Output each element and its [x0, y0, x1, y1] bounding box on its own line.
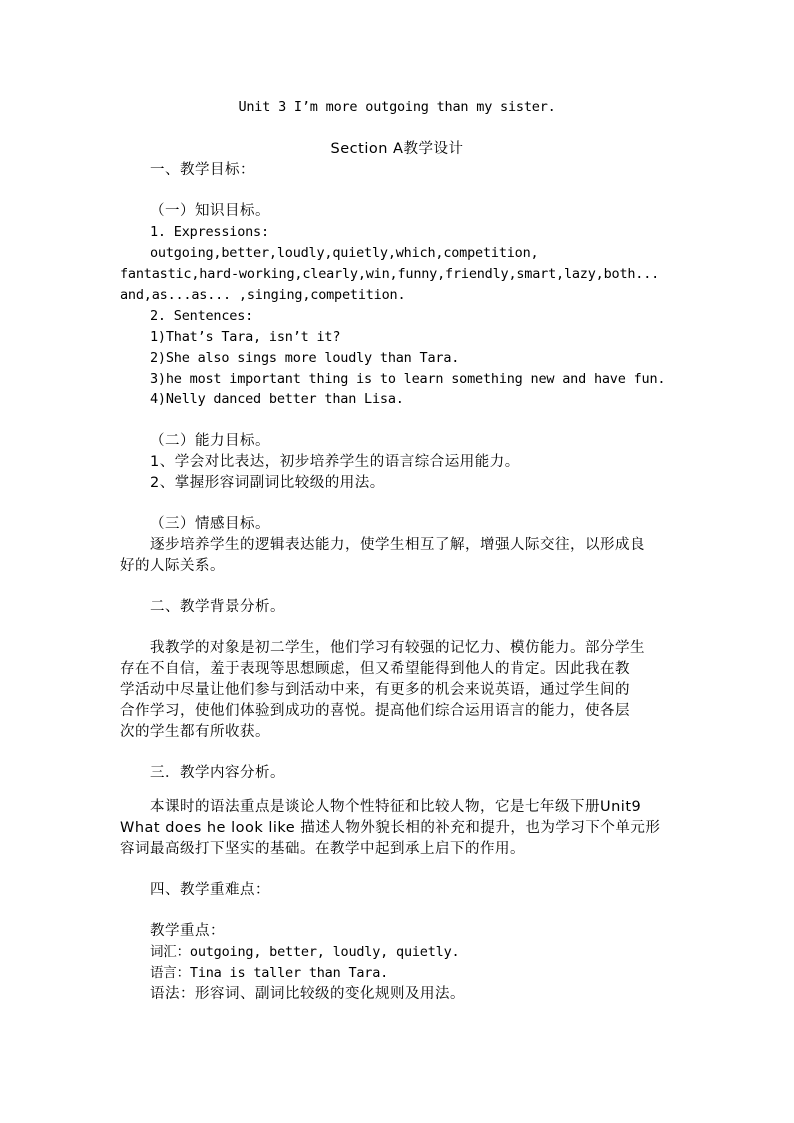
expressions-label: 1. Expressions: — [150, 224, 269, 240]
sentence-item: 1)That’s Tara, isn’t it? — [150, 329, 341, 345]
background-text: 存在不自信，羞于表现等思想顾虑，但又希望能得到他人的肯定。因此我在教 — [120, 661, 630, 677]
emotion-goals-text: 逐步培养学生的逻辑表达能力，使学生相互了解，增强人际交往，以形成良 — [150, 537, 645, 553]
key-point-language: 语言：Tina is taller than Tara. — [150, 965, 389, 981]
expressions-line: and,as...as... ,singing,competition. — [120, 287, 406, 303]
background-text: 我教学的对象是初二学生，他们学习有较强的记忆力、模仿能力。部分学生 — [150, 640, 645, 656]
ability-goal-item: 1、学会对比表达，初步培养学生的语言综合运用能力。 — [150, 454, 520, 470]
emotion-goals-text: 好的人际关系。 — [120, 558, 225, 574]
key-point-vocabulary: 词汇：outgoing, better, loudly, quietly. — [150, 944, 460, 960]
content-analysis-text: 容词最高级打下坚实的基础。在教学中起到承上启下的作用。 — [120, 841, 525, 857]
sentence-item: 3)he most important thing is to learn something new and have fun. — [150, 371, 666, 387]
expressions-line: fantastic,hard-working,clearly,win,funny,friendly,smart,lazy,both... — [120, 266, 660, 282]
content-analysis-text: What does he look like 描述人物外貌长相的补充和提升，也为学习下个单元形 — [120, 820, 661, 836]
ability-goals-heading: （二）能力目标。 — [150, 433, 270, 449]
background-text: 合作学习，使他们体验到成功的喜悦。提高他们综合运用语言的能力，使各层 — [120, 703, 630, 719]
content-analysis-heading: 三．教学内容分析。 — [150, 765, 285, 781]
expressions-line: outgoing,better,loudly,quietly,which,competition, — [150, 245, 539, 261]
section-objectives-heading: 一、教学目标： — [150, 162, 255, 178]
key-points-heading: 四、教学重难点： — [150, 882, 270, 898]
background-text: 学活动中尽量让他们参与到活动中来，有更多的机会来说英语，通过学生间的 — [120, 682, 630, 698]
ability-goal-item: 2、掌握形容词副词比较级的用法。 — [150, 475, 385, 491]
background-text: 次的学生都有所收获。 — [120, 724, 270, 740]
sentence-item: 2)She also sings more loudly than Tara. — [150, 350, 460, 366]
sentence-item: 4)Nelly danced better than Lisa. — [150, 391, 404, 407]
key-points-label: 教学重点： — [150, 923, 225, 939]
emotion-goals-heading: （三）情感目标。 — [150, 516, 270, 532]
content-analysis-text: 本课时的语法重点是谈论人物个性特征和比较人物，它是七年级下册Unit9 — [150, 799, 642, 815]
knowledge-goals-heading: （一）知识目标。 — [150, 203, 270, 219]
doc-subtitle: Section A教学设计 — [330, 141, 464, 157]
key-point-grammar: 语法：形容词、副词比较级的变化规则及用法。 — [150, 986, 465, 1002]
doc-title: Unit 3 I’m more outgoing than my sister. — [238, 99, 556, 115]
background-heading: 二、教学背景分析。 — [150, 599, 285, 615]
sentences-label: 2. Sentences: — [150, 308, 254, 324]
